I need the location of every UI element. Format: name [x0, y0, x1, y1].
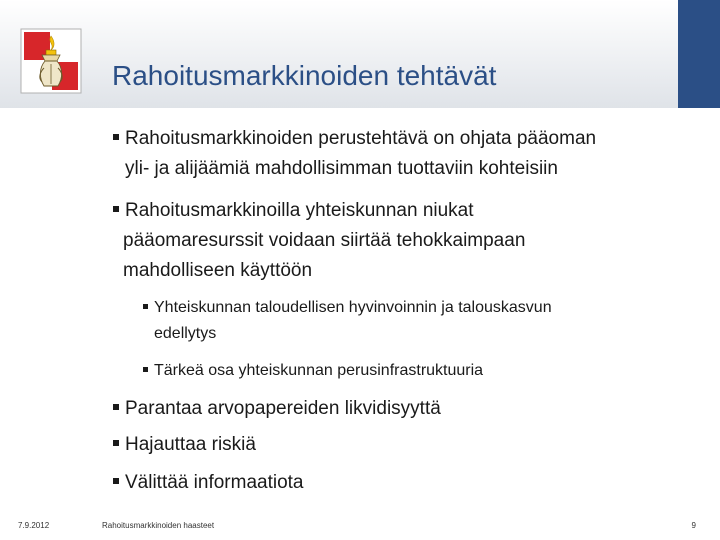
bullet-4-line-1: Hajauttaa riskiä [125, 434, 256, 455]
bullet-mark [113, 134, 119, 140]
crest-logo-icon [20, 28, 82, 94]
bullet-2-line-2: pääomaresurssit voidaan siirtää tehokkaimpaan [123, 230, 526, 251]
bullet-2-continued-2 [123, 256, 312, 286]
bullet-1-line-2: yli- ja alijäämiä mahdollisimman tuottaviin kohteisiin [125, 158, 558, 179]
subbullet-2 [143, 359, 483, 383]
bullet-mark [113, 206, 119, 212]
bullet-mark [143, 304, 148, 309]
bullet-2-line-3: mahdolliseen käyttöön [123, 260, 313, 281]
footer-page-number: 9 [691, 521, 696, 530]
footer-date: 7.9.2012 [18, 521, 50, 530]
subbullet-1-continued [154, 322, 216, 346]
bullet-mark [113, 478, 119, 484]
bullet-4 [113, 430, 256, 460]
bullet-5-line-1: Välittää informaatiota [125, 472, 304, 493]
slide-title: Rahoitusmarkkinoiden tehtävät [112, 60, 497, 91]
subbullet-1-line-1: Yhteiskunnan taloudellisen hyvinvoinnin ja talouskasvun [154, 299, 552, 316]
accent-bar [678, 0, 720, 108]
bullet-2-continued [123, 226, 525, 256]
bullet-1-continued [125, 154, 558, 184]
bullet-mark [113, 440, 119, 446]
subbullet-1 [143, 296, 552, 320]
subbullet-1-line-2: edellytys [154, 325, 217, 342]
bullet-2 [113, 196, 474, 226]
subbullet-2-line-1: Tärkeä osa yhteiskunnan perusinfrastruktuuria [154, 362, 484, 379]
bullet-1-line-1: Rahoitusmarkkinoiden perustehtävä on ohjata pääoman [125, 128, 597, 149]
footer-subject: Rahoitusmarkkinoiden haasteet [102, 521, 215, 530]
bullet-3 [113, 394, 441, 424]
bullet-5 [113, 468, 304, 498]
bullet-mark [143, 367, 148, 372]
bullet-3-line-1: Parantaa arvopapereiden likvidisyyttä [125, 398, 441, 419]
bullet-2-line-1: Rahoitusmarkkinoilla yhteiskunnan niukat [125, 200, 474, 221]
bullet-mark [113, 404, 119, 410]
bullet-1 [113, 124, 596, 154]
